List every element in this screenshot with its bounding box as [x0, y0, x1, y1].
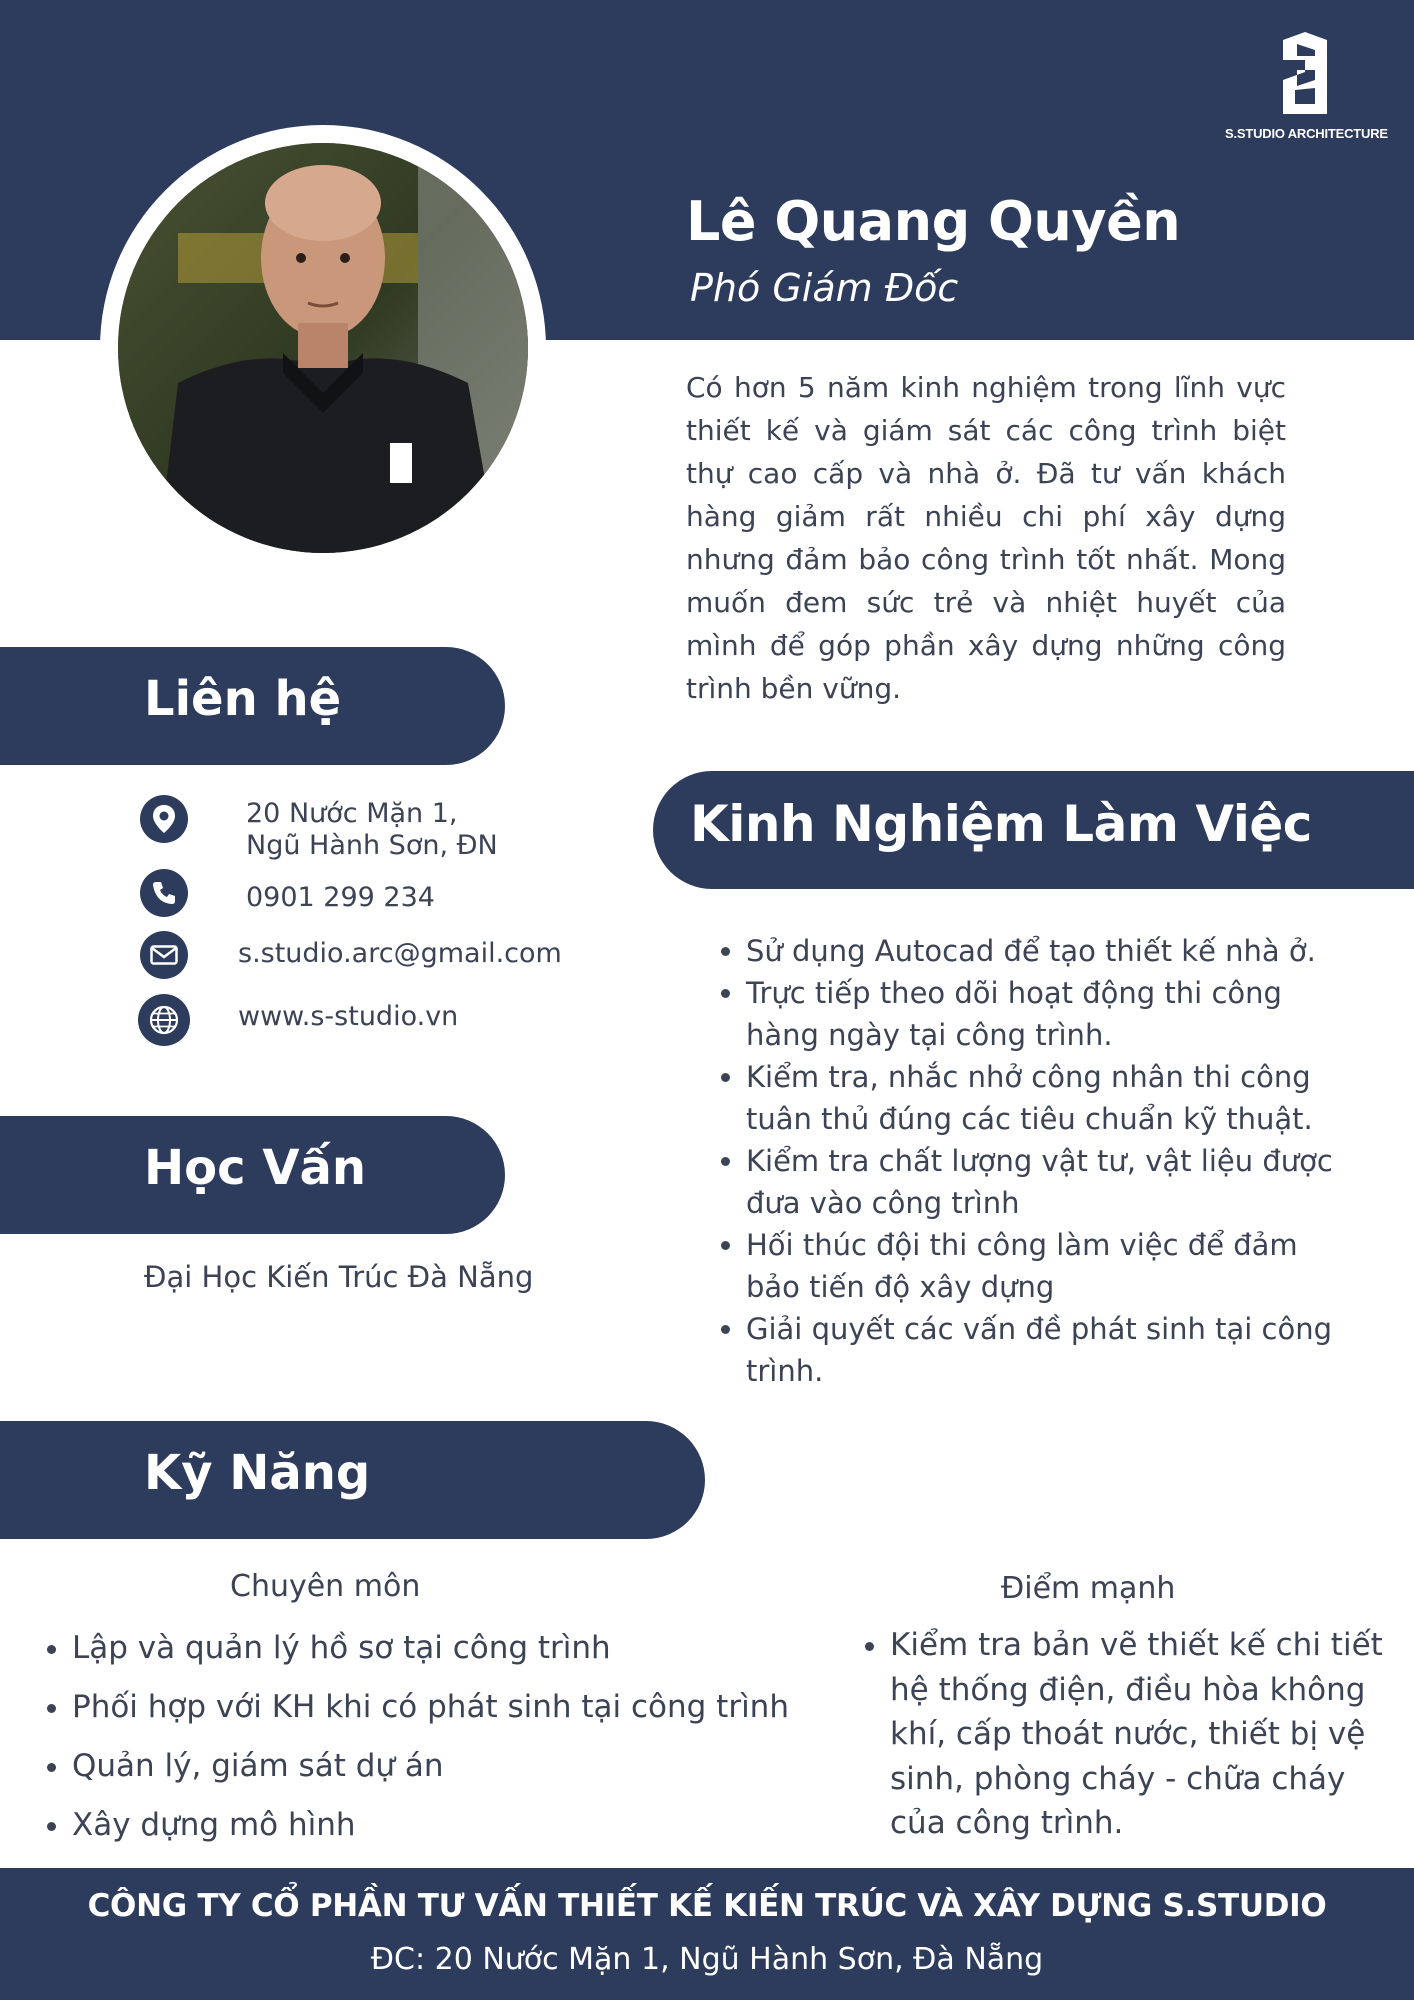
list-item: • Kiểm tra bản vẽ thiết kế chi tiết hệ thống điện, điều hòa không khí, cấp thoát nước, thiết bị vệ sinh, phòng cháy - chữa cháy của công trình.: [890, 1623, 1390, 1846]
strengths-list: [848, 1623, 1390, 1846]
person-name: Lê Quang Quyền: [686, 190, 1181, 253]
strengths-heading: Điểm mạnh: [1001, 1571, 1176, 1606]
contact-heading-pill: [0, 647, 505, 765]
address-line-1: 20 Nước Mặn 1,: [246, 798, 458, 829]
footer-company-name: CÔNG TY CỔ PHẦN TƯ VẤN THIẾT KẾ KIẾN TRÚC VÀ XÂY DỰNG S.STUDIO: [87, 1888, 1327, 1924]
job-title: Phó Giám Đốc: [690, 266, 959, 310]
profile-photo: [118, 143, 528, 553]
education-school: Đại Học Kiến Trúc Đà Nẵng: [144, 1260, 534, 1294]
list-item: • Giải quyết các vấn đề phát sinh tại công trình.: [746, 1308, 1346, 1392]
education-heading: Học Vấn: [144, 1140, 367, 1196]
list-item: • Phối hợp với KH khi có phát sinh tại công trình: [72, 1682, 789, 1741]
experience-heading-pill: [653, 771, 1414, 889]
professional-skills-list: [30, 1623, 789, 1859]
professional-skills-heading: Chuyên môn: [230, 1569, 421, 1604]
logo-text: S.STUDIO ARCHITECTURE: [1225, 126, 1388, 141]
skills-heading-pill: [0, 1421, 705, 1539]
mail-icon: [140, 931, 188, 979]
s-studio-logo-icon: [1275, 30, 1335, 120]
list-item: • Trực tiếp theo dõi hoạt động thi công hàng ngày tại công trình.: [746, 972, 1346, 1056]
list-item: • Sử dụng Autocad để tạo thiết kế nhà ở.: [746, 930, 1346, 972]
education-heading-pill: [0, 1116, 505, 1234]
experience-heading: Kinh Nghiệm Làm Việc: [690, 795, 1312, 853]
website-link[interactable]: www.s-studio.vn: [238, 1001, 459, 1032]
experience-list: [706, 930, 1346, 1392]
footer-address: ĐC: 20 Nước Mặn 1, Ngũ Hành Sơn, Đà Nẵng: [370, 1942, 1044, 1977]
list-item: • Kiểm tra, nhắc nhở công nhân thi công tuân thủ đúng các tiêu chuẩn kỹ thuật.: [746, 1056, 1346, 1140]
skills-heading: Kỹ Năng: [144, 1445, 371, 1501]
contact-heading: Liên hệ: [144, 671, 342, 727]
globe-icon: [138, 994, 190, 1046]
list-item: • Hối thúc đội thi công làm việc để đảm bảo tiến độ xây dựng: [746, 1224, 1346, 1308]
phone-number[interactable]: 0901 299 234: [246, 882, 435, 913]
list-item: • Kiểm tra chất lượng vật tư, vật liệu được đưa vào công trình: [746, 1140, 1346, 1224]
footer: [0, 1868, 1414, 2000]
list-item: • Quản lý, giám sát dự án: [72, 1741, 789, 1800]
list-item: • Lập và quản lý hồ sơ tại công trình: [72, 1623, 789, 1682]
profile-summary: Có hơn 5 năm kinh nghiệm trong lĩnh vực thiết kế và giám sát các công trình biệt thự cao cấp và nhà ở. Đã tư vấn khách hàng giảm rất nhiều chi phí xây dựng nhưng đảm bảo công trình tốt nhất. Mong muốn đem sức trẻ và nhiệt huyết của mình để góp phần xây dựng những công trình bền vững.: [686, 371, 1286, 705]
address-line-2: Ngũ Hành Sơn, ĐN: [246, 830, 498, 861]
email-address[interactable]: s.studio.arc@gmail.com: [238, 938, 562, 969]
location-pin-icon: [140, 795, 188, 843]
phone-icon: [140, 869, 188, 917]
list-item: • Xây dựng mô hình: [72, 1800, 789, 1859]
company-logo: [1225, 30, 1388, 141]
